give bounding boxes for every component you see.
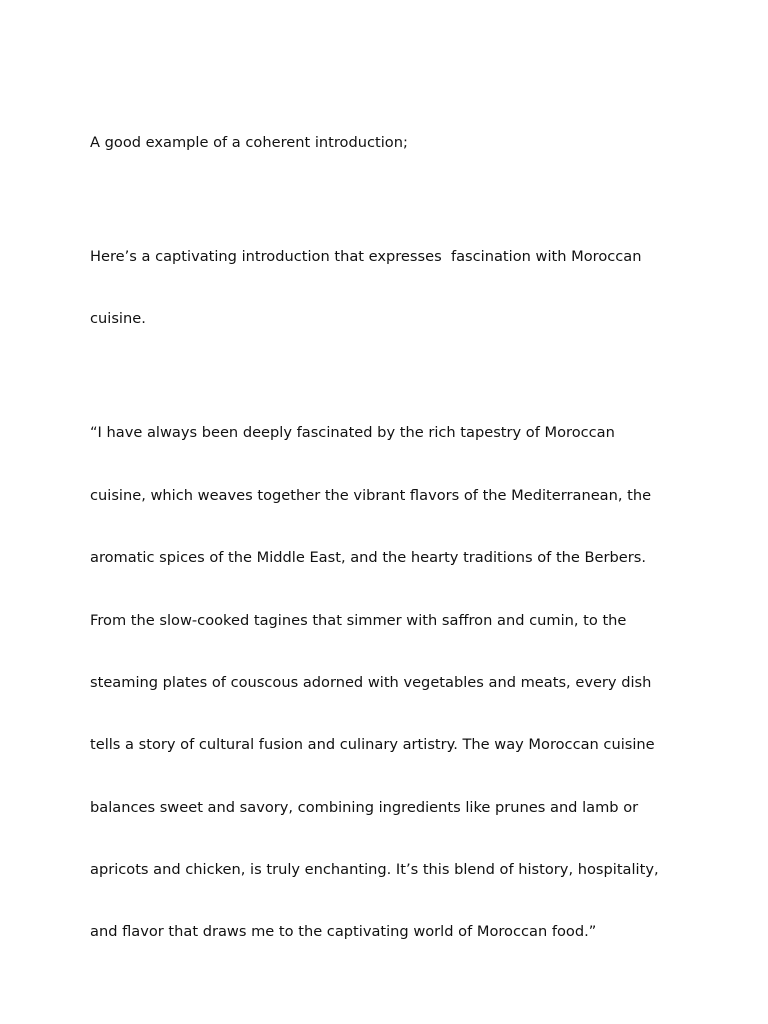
intro-heading-paragraph — [90, 91, 682, 195]
text-line: From the slow-cooked tagines that simmer with saffron and cumin, to the — [90, 611, 627, 629]
text-line: “I have always been deeply fascinated by the rich tapestry of Moroccan — [90, 424, 615, 442]
text-line: cuisine, which weaves together the vibrant flavors of the Mediterranean, the — [90, 486, 652, 504]
text-line: apricots and chicken, is truly enchanting. It’s this blend of history, hospitality, — [90, 861, 659, 879]
text-line: balances sweet and savory, combining ingredients like prunes and lamb or — [90, 798, 639, 816]
text-line: tells a story of cultural fusion and culinary artistry. The way Moroccan cuisine — [90, 736, 655, 754]
text-line: A good example of a coherent introduction; — [90, 133, 408, 151]
text-line: and flavor that draws me to the captivating world of Moroccan food.” — [90, 923, 597, 941]
text-line: Here’s a captivating introduction that expresses fascination with Moroccan — [90, 247, 642, 265]
text-line: steaming plates of couscous adorned with vegetables and meats, every dish — [90, 673, 652, 691]
text-line: aromatic spices of the Middle East, and the hearty traditions of the Berbers. — [90, 549, 647, 567]
intro-description-paragraph — [90, 205, 682, 371]
document-body — [90, 91, 682, 995]
text-line: cuisine. — [90, 310, 146, 328]
quoted-introduction-paragraph — [90, 382, 682, 985]
